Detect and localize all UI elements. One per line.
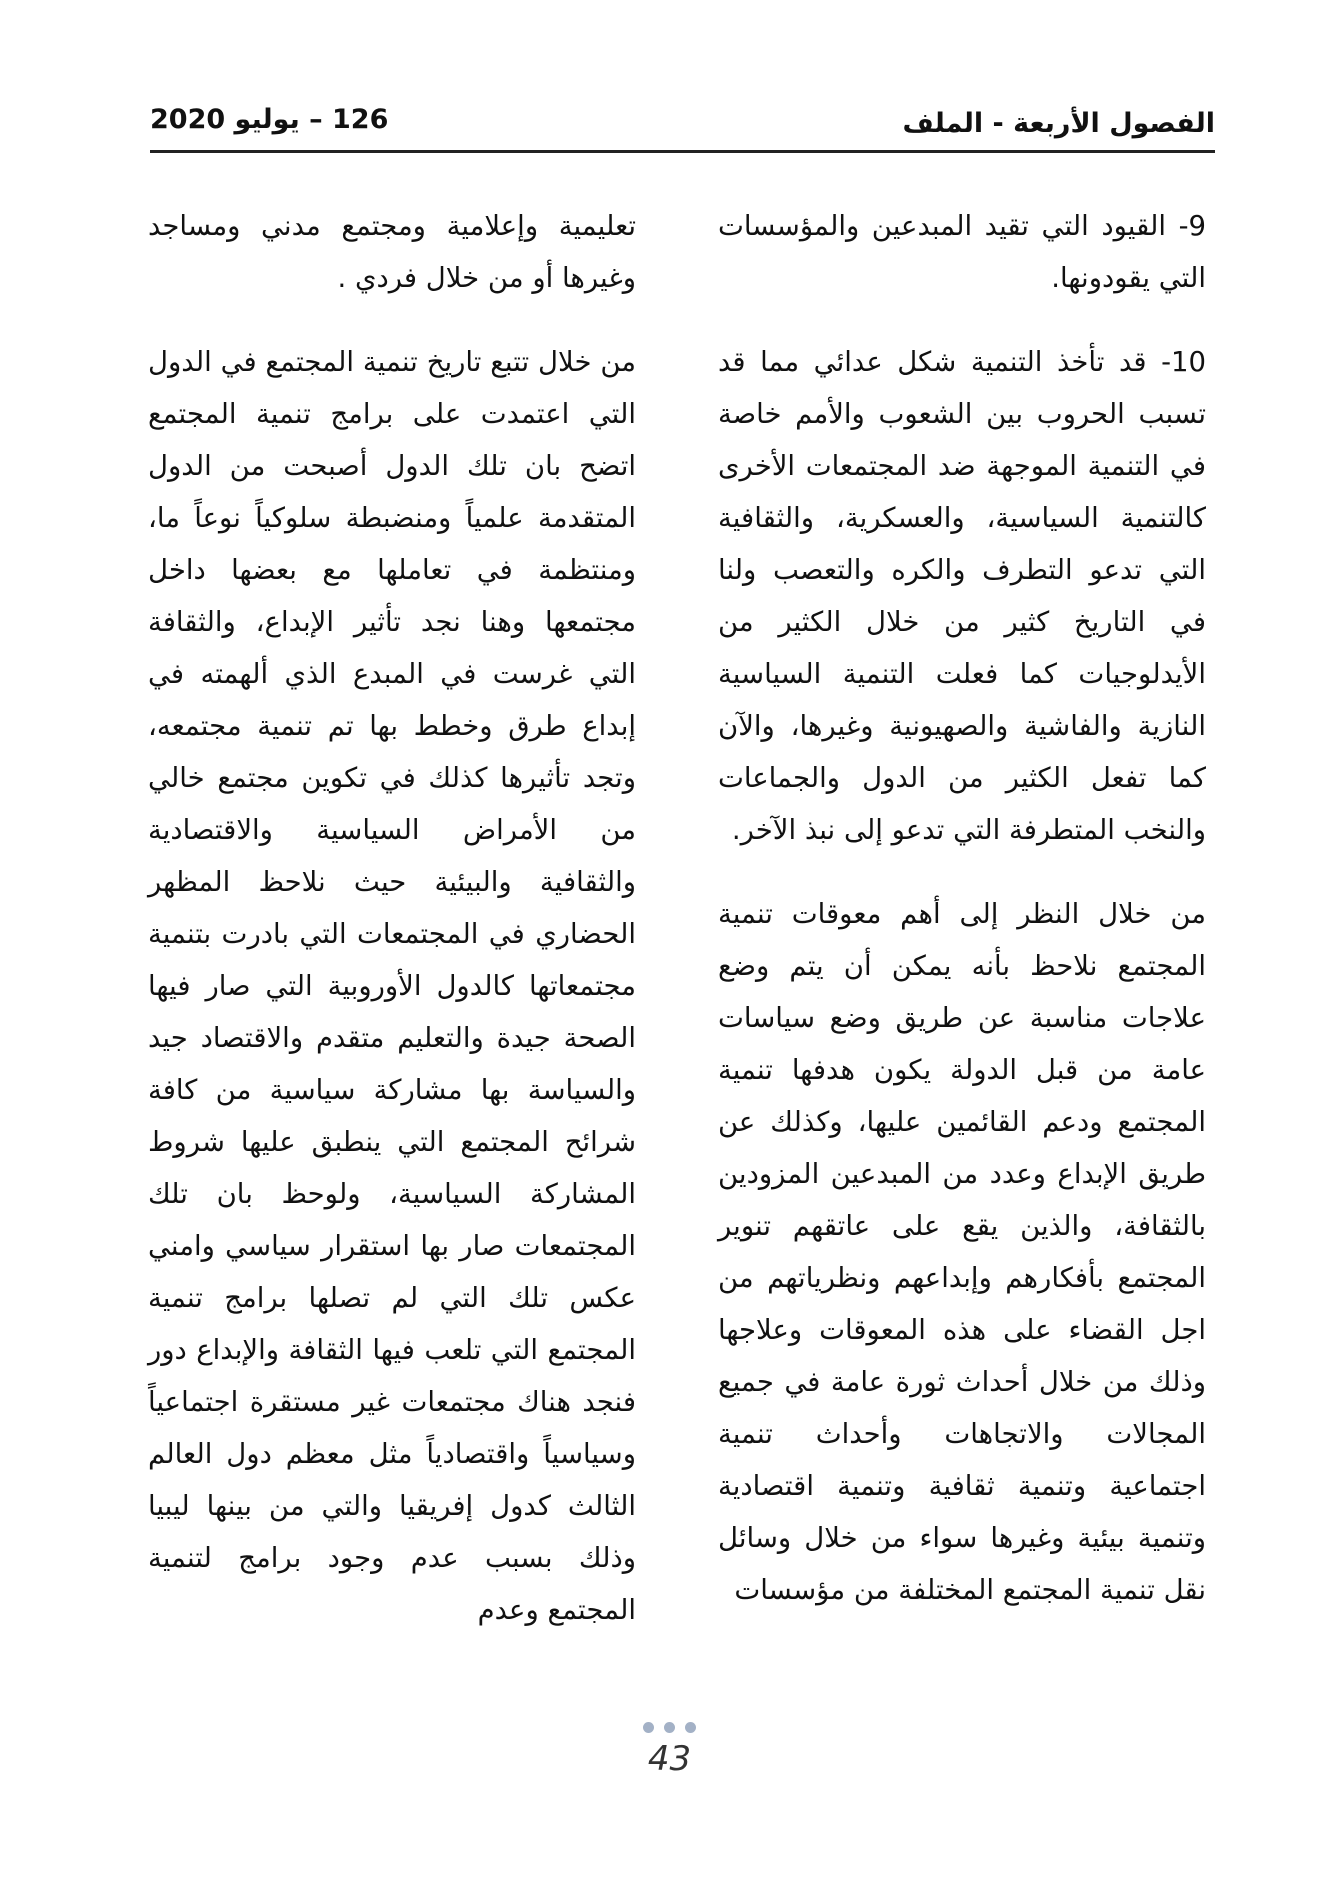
left-column xyxy=(148,200,636,1668)
paragraph-history-development: من خلال تتبع تاريخ تنمية المجتمع في الدول التي اعتمدت على برامج تنمية المجتمع اتضح بان تلك الدول أصبحت من الدول المتقدمة علمياً ومنضبطة سلوكياً نوعاً ما، ومنتظمة في تعاملها مع بعضها داخل مجتمعها وهنا نجد تأثير الإبداع، والثقافة التي غرست في المبدع الذي ألهمته في إبداع طرق وخطط بها تم تنمية مجتمعه، وتجد تأثيرها كذلك في تكوين مجتمع خالي من الأمراض السياسية والاقتصادية والثقافية والبيئية حيث نلاحظ المظهر الحضاري في المجتمعات التي بادرت بتنمية مجتمعاتها كالدول الأوروبية التي صار فيها الصحة جيدة والتعليم متقدم والاقتصاد جيد والسياسة بها مشاركة سياسية من كافة شرائح المجتمع التي ينطبق عليها شروط المشاركة السياسية، ولوحظ بان تلك المجتمعات صار بها استقرار سياسي وامني عكس تلك التي لم تصلها برامج تنمية المجتمع التي تلعب فيها الثقافة والإبداع دور فنجد هناك مجتمعات غير مستقرة اجتماعياً وسياسياً واقتصادياً مثل معظم دول العالم الثالث كدول إفريقيا والتي من بينها ليبيا وذلك بسبب عدم وجود برامج لتنمية المجتمع وعدم xyxy=(148,346,636,1626)
paragraph-item-9: 9- القيود التي تقيد المبدعين والمؤسسات التي يقودونها. xyxy=(718,210,1206,294)
journal-title: الفصول الأربعة - الملف xyxy=(902,108,1215,139)
page-footer xyxy=(0,1718,1339,1779)
running-header xyxy=(150,100,1215,153)
ellipsis-dots-icon xyxy=(638,1718,701,1737)
right-column xyxy=(718,200,1206,1648)
issue-info: 126 – يوليو 2020 xyxy=(150,104,389,135)
paragraph-item-10: 10- قد تأخذ التنمية شكل عدائي مما قد تسبب الحروب بين الشعوب والأمم خاصة في التنمية الموجهة ضد المجتمعات الأخرى كالتنمية السياسية، والعسكرية، والثقافية التي تدعو التطرف والكره والتعصب ولنا في التاريخ كثير من خلال الكثير من الأيدلوجيات كما فعلت التنمية السياسية النازية والفاشية والصهيونية وغيرها، والآن كما تفعل الكثير من الدول والجماعات والنخب المتطرفة التي تدعو إلى نبذ الآخر. xyxy=(718,346,1206,846)
paragraph-obstacles-solutions: من خلال النظر إلى أهم معوقات تنمية المجتمع نلاحظ بأنه يمكن أن يتم وضع علاجات مناسبة عن طريق وضع سياسات عامة من قبل الدولة يكون هدفها تنمية المجتمع ودعم القائمين عليها، وكذلك عن طريق الإبداع وعدد من المبدعين المزودين بالثقافة، والذين يقع على عاتقهم تنوير المجتمع بأفكارهم وإبداعهم ونظرياتهم من اجل القضاء على هذه المعوقات وعلاجها وذلك من خلال أحداث ثورة عامة في جميع المجالات والاتجاهات وأحداث تنمية اجتماعية وتنمية ثقافية وتنمية اقتصادية وتنمية بيئية وغيرها سواء من خلال وسائل نقل تنمية المجتمع المختلفة من مؤسسات xyxy=(718,898,1206,1606)
page-number: 43 xyxy=(647,1739,692,1779)
paragraph-continuation: تعليمية وإعلامية ومجتمع مدني ومساجد وغيرها أو من خلال فردي . xyxy=(148,210,636,294)
